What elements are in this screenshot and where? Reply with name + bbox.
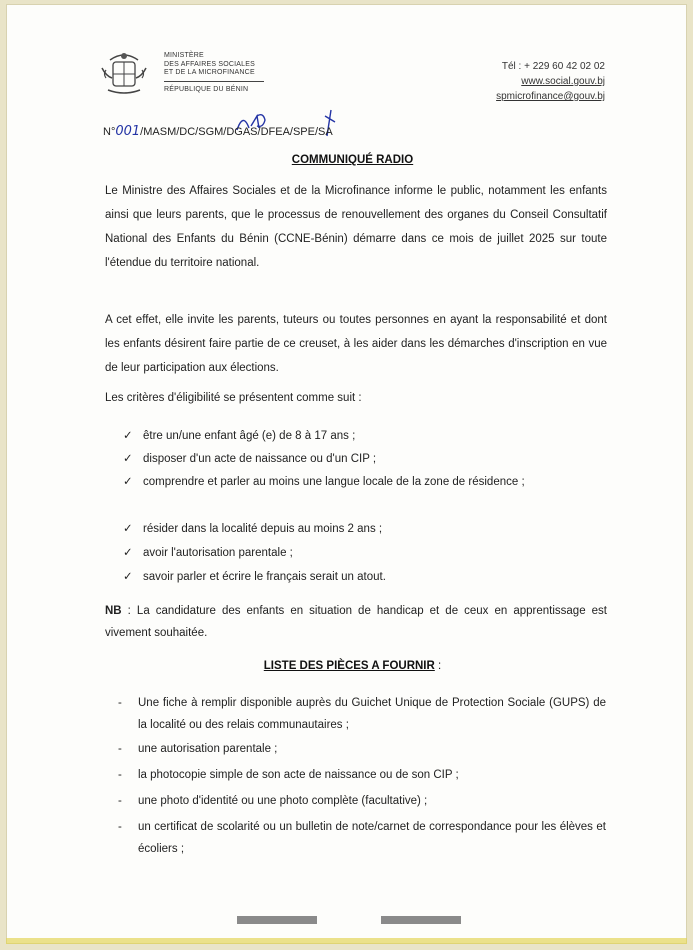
check-icon: ✓ [123,453,133,465]
contact-block [496,59,605,104]
check-icon: ✓ [123,476,133,488]
criteria-item: ✓ résider dans la localité depuis au moins 2 ans ; [123,518,607,540]
dash-icon: - [118,795,122,807]
paragraph-invitation: A cet effet, elle invite les parents, tuteurs ou toutes personnes en ayant la responsabilité et dont les enfants désirent faire partie de ce creuset, à les aider dans les démarches d'inscription en vue de leur participation aux élections. [105,314,607,374]
ministry-block [164,52,264,94]
criteria-item: ✓ savoir parler et écrire le français serait un atout. [123,566,607,588]
country-name: RÉPUBLIQUE DU BÉNIN [164,85,249,93]
criteria-item: ✓ avoir l'autorisation parentale ; [123,542,607,564]
criteria-item: ✓ comprendre et parler au moins une langue locale de la zone de résidence ; [123,471,607,493]
coat-of-arms-seal [98,46,150,98]
dash-icon: - [118,821,122,833]
footer-bar-left [237,916,317,924]
criteria-item: ✓ être un/une enfant âgé (e) de 8 à 17 ans ; [123,425,607,447]
header-divider [164,81,264,82]
reference-prefix: N° [103,126,116,138]
check-icon: ✓ [123,430,133,442]
paragraph-intro: Le Ministre des Affaires Sociales et de la Microfinance informe le public, notamment les enfants ainsi que leurs parents, que le processus de renouvellement des organes du Conseil Consultatif National des Enfants du Bénin (CCNE-Bénin) démarre dans ce mois de juillet 2025 sur toute l'étendue du territoire national. [105,185,607,269]
ministry-line: MINISTÈRE [164,52,204,59]
pieces-heading [6,660,693,672]
nb-label: NB [105,605,122,617]
dash-icon: - [118,769,122,781]
piece-item: - un certificat de scolarité ou un bulletin de note/carnet de correspondance pour les élèves et écoliers ; [118,816,608,860]
nb-note [105,600,607,644]
nb-text: : La candidature des enfants en situation de handicap et de ceux en apprentissage est vivement souhaitée. [105,605,607,639]
check-icon: ✓ [123,523,133,535]
paragraph-criteria-intro: Les critères d'éligibilité se présentent comme suit : [105,392,362,404]
check-icon: ✓ [123,571,133,583]
phone-number: Tél : + 229 60 42 02 02 [501,61,605,72]
reference-suffix: /MASM/DC/SGM/DGAS/DFEA/SPE/SA [140,126,333,138]
reference-handwritten-number: 001 [115,124,141,139]
ministry-line: DES AFFAIRES SOCIALES [164,60,255,68]
dash-icon: - [118,697,122,709]
page-title: COMMUNIQUÉ RADIO [291,154,414,166]
website-link[interactable]: www.social.gouv.bj [521,76,605,87]
pieces-title: LISTE DES PIÈCES A FOURNIR [263,660,435,672]
piece-item: - une autorisation parentale ; [118,738,608,760]
piece-item: - une photo d'identité ou une photo complète (facultative) ; [118,790,608,812]
criteria-item: ✓ disposer d'un acte de naissance ou d'un CIP ; [123,448,607,470]
reference-number [103,124,333,139]
document-page [6,4,687,944]
pieces-title-suffix: : [434,660,442,672]
email-link[interactable]: spmicrofinance@gouv.bj [496,91,605,102]
ministry-line: ET DE LA MICROFINANCE [164,69,255,76]
piece-item: - la photocopie simple de son acte de naissance ou de son CIP ; [118,764,608,786]
footer-bar-right [381,916,461,924]
check-icon: ✓ [123,547,133,559]
piece-item: - Une fiche à remplir disponible auprès du Guichet Unique de Protection Sociale (GUPS) de la localité ou des relais communautaires ; [118,692,608,736]
dash-icon: - [118,743,122,755]
